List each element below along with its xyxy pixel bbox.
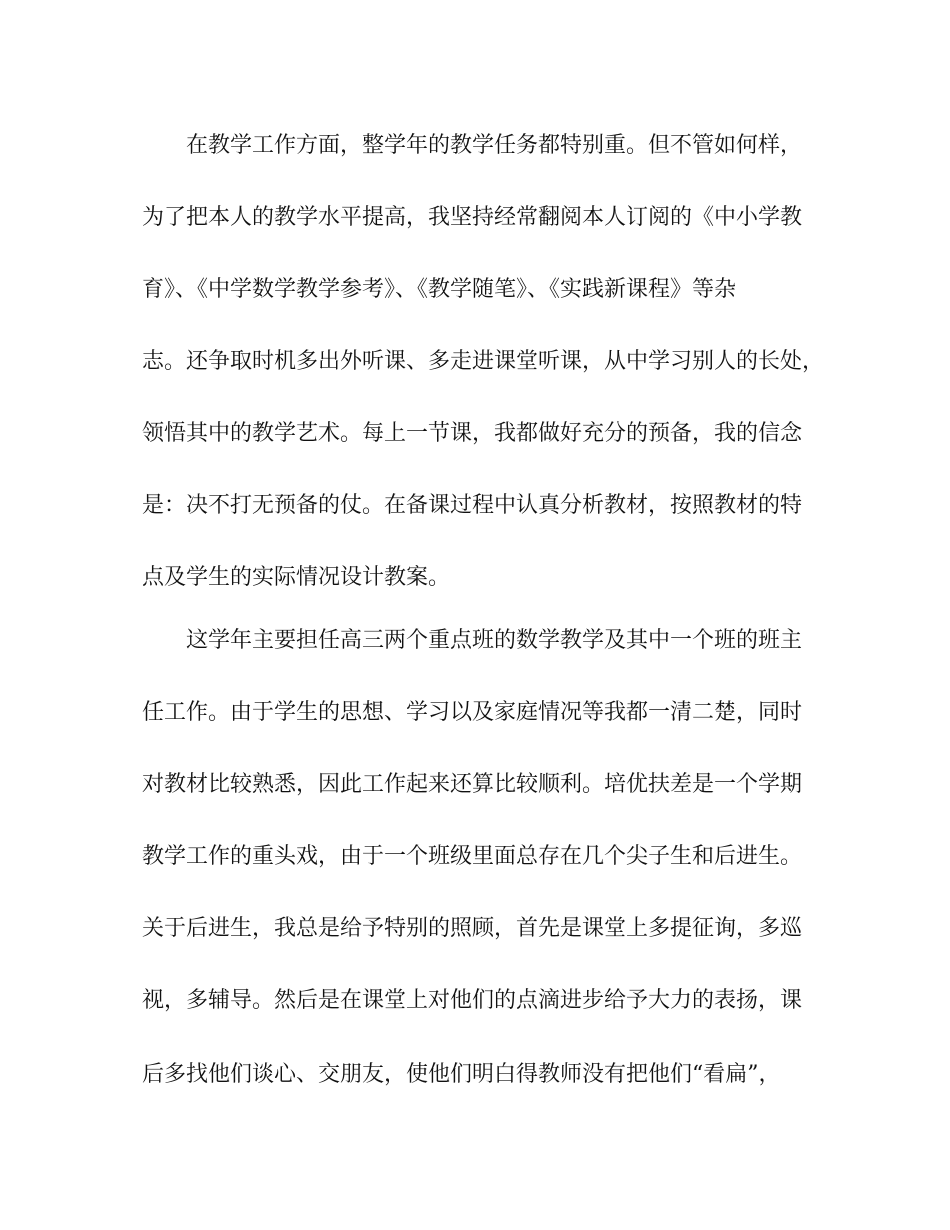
- text-line: 为了把本人的教学水平提高，我坚持经常翻阅本人订阅的《中小学教: [142, 205, 803, 230]
- text-line: 视，多辅导。然后是在课堂上对他们的点滴进步给予大力的表扬，课: [142, 988, 803, 1013]
- text-line: 领悟其中的教学艺术。每上一节课，我都做好充分的预备，我的信念: [142, 421, 803, 446]
- text-line: 对教材比较熟悉，因此工作起来还算比较顺利。培优扶差是一个学期: [142, 772, 803, 797]
- text-line: 任工作。由于学生的思想、学习以及家庭情况等我都一清二楚，同时: [142, 700, 803, 725]
- text-line: 育》、《中学数学教学参考》、《教学随笔》、《实践新课程》等杂: [142, 277, 737, 302]
- text-line: 教学工作的重头戏，由于一个班级里面总存在几个尖子生和后进生。: [142, 844, 803, 869]
- text-line: 是：决不打无预备的仗。在备课过程中认真分析教材，按照教材的特: [142, 493, 803, 518]
- text-line: 点及学生的实际情况设计教案。: [142, 565, 451, 590]
- text-line: 这学年主要担任高三两个重点班的数学教学及其中一个班的班主: [186, 628, 803, 653]
- text-line: 志。还争取时机多出外听课、多走进课堂听课，从中学习别人的长处，: [142, 349, 825, 374]
- text-line: 在教学工作方面，整学年的教学任务都特别重。但不管如何样，: [186, 133, 803, 158]
- text-line: 后多找他们谈心、交朋友，使他们明白得教师没有把他们“看扁”，: [142, 1062, 781, 1087]
- text-line: 关于后进生，我总是给予特别的照顾，首先是课堂上多提征询，多巡: [142, 916, 803, 941]
